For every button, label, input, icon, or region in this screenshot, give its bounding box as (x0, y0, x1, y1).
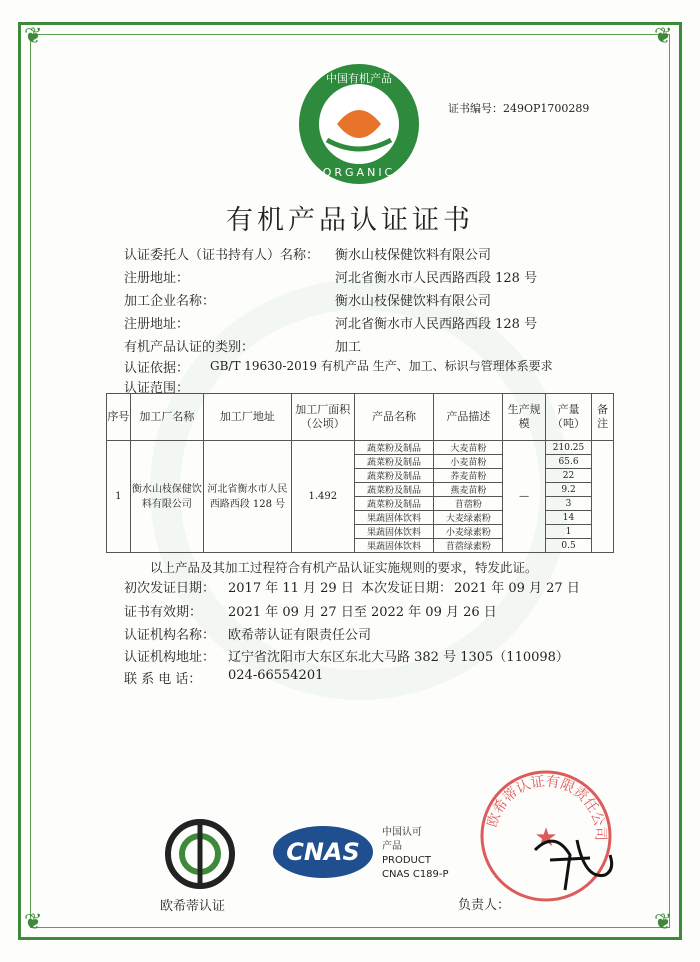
table-cell-product-desc: 小麦绿素粉 (434, 525, 503, 539)
phone-label: 联 系 电 话： (124, 672, 202, 687)
table-cell-area: 1.492 (291, 441, 354, 553)
table-cell-qty: 65.6 (545, 455, 591, 469)
table-cell-qty: 0.5 (545, 539, 591, 553)
cnas-logo-text: CNAS (286, 838, 360, 866)
table-cell-factory-name: 衡水山枝保健饮料有限公司 (130, 441, 203, 553)
org-address-value: 辽宁省沈阳市大东区东北大马路 382 号 1305（110098） (228, 650, 569, 665)
field-value: 衡水山枝保健饮料有限公司 (335, 248, 492, 263)
this-issue-label: 本次发证日期： (361, 581, 453, 596)
table-cell-qty: 3 (545, 497, 591, 511)
table-cell-product-name: 蔬菜粉及制品 (354, 469, 434, 483)
field-label: 认证依据： (124, 361, 190, 376)
table-cell-product-desc: 荞麦苗粉 (434, 469, 503, 483)
logo-top-text: 中国有机产品 (326, 72, 392, 85)
table-header: 加工厂地址 (204, 394, 292, 441)
table-header: 序号 (107, 394, 131, 441)
field-label: 有机产品认证的类别： (124, 340, 255, 355)
field-label: 认证范围： (124, 381, 190, 396)
org-name-value: 欧希蒂认证有限责任公司 (228, 628, 372, 643)
table-header: 加工厂名称 (130, 394, 203, 441)
cnas-line: CNAS C189-P (382, 869, 449, 880)
validity-value: 2021 年 09 月 27 日至 2022 年 09 月 26 日 (228, 605, 497, 620)
validity-label: 证书有效期： (124, 605, 203, 620)
table-cell-product-desc: 燕麦苗粉 (434, 483, 503, 497)
table-cell-qty: 9.2 (545, 483, 591, 497)
ocl-label: 欧希蒂认证 (160, 899, 226, 914)
cnas-line: PRODUCT (382, 855, 431, 866)
table-cell-product-name: 蔬菜粉及制品 (354, 441, 434, 455)
table-cell-product-desc: 苜蓿粉 (434, 497, 503, 511)
field-label: 注册地址： (124, 271, 190, 286)
table-header: 备注 (592, 394, 614, 441)
table-cell-product-name: 蔬菜粉及制品 (354, 497, 434, 511)
field-value: 衡水山枝保健饮料有限公司 (335, 294, 492, 309)
table-cell-product-name: 果蔬固体饮料 (354, 539, 434, 553)
table-cell-product-desc: 小麦苗粉 (434, 455, 503, 469)
cnas-logo-icon (268, 822, 378, 882)
china-organic-logo-icon (297, 62, 421, 186)
table-cell-product-name: 果蔬固体饮料 (354, 511, 434, 525)
table-row (107, 441, 614, 455)
svg-text:★: ★ (534, 823, 558, 853)
field-label: 加工企业名称： (124, 294, 216, 309)
table-cell-qty: 1 (545, 525, 591, 539)
first-issue-date: 2017 年 11 月 29 日 (228, 581, 354, 596)
table-cell-product-desc: 大麦苗粉 (434, 441, 503, 455)
phone-value: 024-66554201 (228, 668, 324, 683)
signature-icon (515, 820, 625, 900)
page-title: 有机产品认证证书 (226, 205, 474, 236)
table-header: 生产规模 (503, 394, 545, 441)
field-label: 认证委托人（证书持有人）名称： (124, 248, 320, 263)
table-cell-remark (592, 441, 614, 553)
certification-scope-table (106, 393, 614, 553)
table-cell-product-name: 蔬菜粉及制品 (354, 483, 434, 497)
certificate-number: 证书编号：249OP1700289 (448, 102, 590, 115)
table-cell-product-name: 蔬菜粉及制品 (354, 455, 434, 469)
logo-bottom-text: ORGANIC (322, 166, 396, 179)
field-value: GB/T 19630-2019 有机产品 生产、加工、标识与管理体系要求 (210, 359, 553, 373)
table-cell-qty: 22 (545, 469, 591, 483)
first-issue-label: 初次发证日期： (124, 581, 216, 596)
ocl-logo-icon (160, 814, 240, 894)
cnas-info (382, 826, 449, 882)
table-cell-qty: 14 (545, 511, 591, 525)
org-name-label: 认证机构名称： (124, 628, 216, 643)
table-header: 产品名称 (354, 394, 434, 441)
field-value: 河北省衡水市人民西路西段 128 号 (335, 317, 538, 332)
responsible-label: 负责人： (458, 898, 511, 913)
table-header: 加工厂面积（公顷） (291, 394, 354, 441)
table-header: 产量（吨） (545, 394, 591, 441)
corner-vine-icon: ❦ (24, 24, 43, 49)
table-cell-seq: 1 (107, 441, 131, 553)
table-header: 产品描述 (434, 394, 503, 441)
table-cell-scale: — (503, 441, 545, 553)
table-cell-product-desc: 苜蓿绿素粉 (434, 539, 503, 553)
cnas-line: 产品 (382, 841, 402, 852)
field-value: 河北省衡水市人民西路西段 128 号 (335, 271, 538, 286)
table-cell-qty: 210.25 (545, 441, 591, 455)
corner-vine-icon: ❦ (24, 910, 43, 935)
this-issue-date: 2021 年 09 月 27 日 (454, 581, 580, 596)
table-header-row (107, 394, 614, 441)
field-label: 注册地址： (124, 317, 190, 332)
table-cell-product-desc: 大麦绿素粉 (434, 511, 503, 525)
corner-vine-icon: ❦ (654, 24, 673, 49)
seal-text: 欧希蒂认证有限责任公司 (484, 773, 609, 842)
cnas-line: 中国认可 (382, 827, 422, 838)
org-address-label: 认证机构地址： (124, 650, 216, 665)
table-cell-factory-address: 河北省衡水市人民西路西段 128 号 (204, 441, 292, 553)
field-value: 加工 (335, 340, 362, 355)
conclusion-text: 以上产品及其加工过程符合有机产品认证实施规则的要求，特发此证。 (150, 560, 538, 575)
corner-vine-icon: ❦ (654, 910, 673, 935)
table-cell-product-name: 果蔬固体饮料 (354, 525, 434, 539)
